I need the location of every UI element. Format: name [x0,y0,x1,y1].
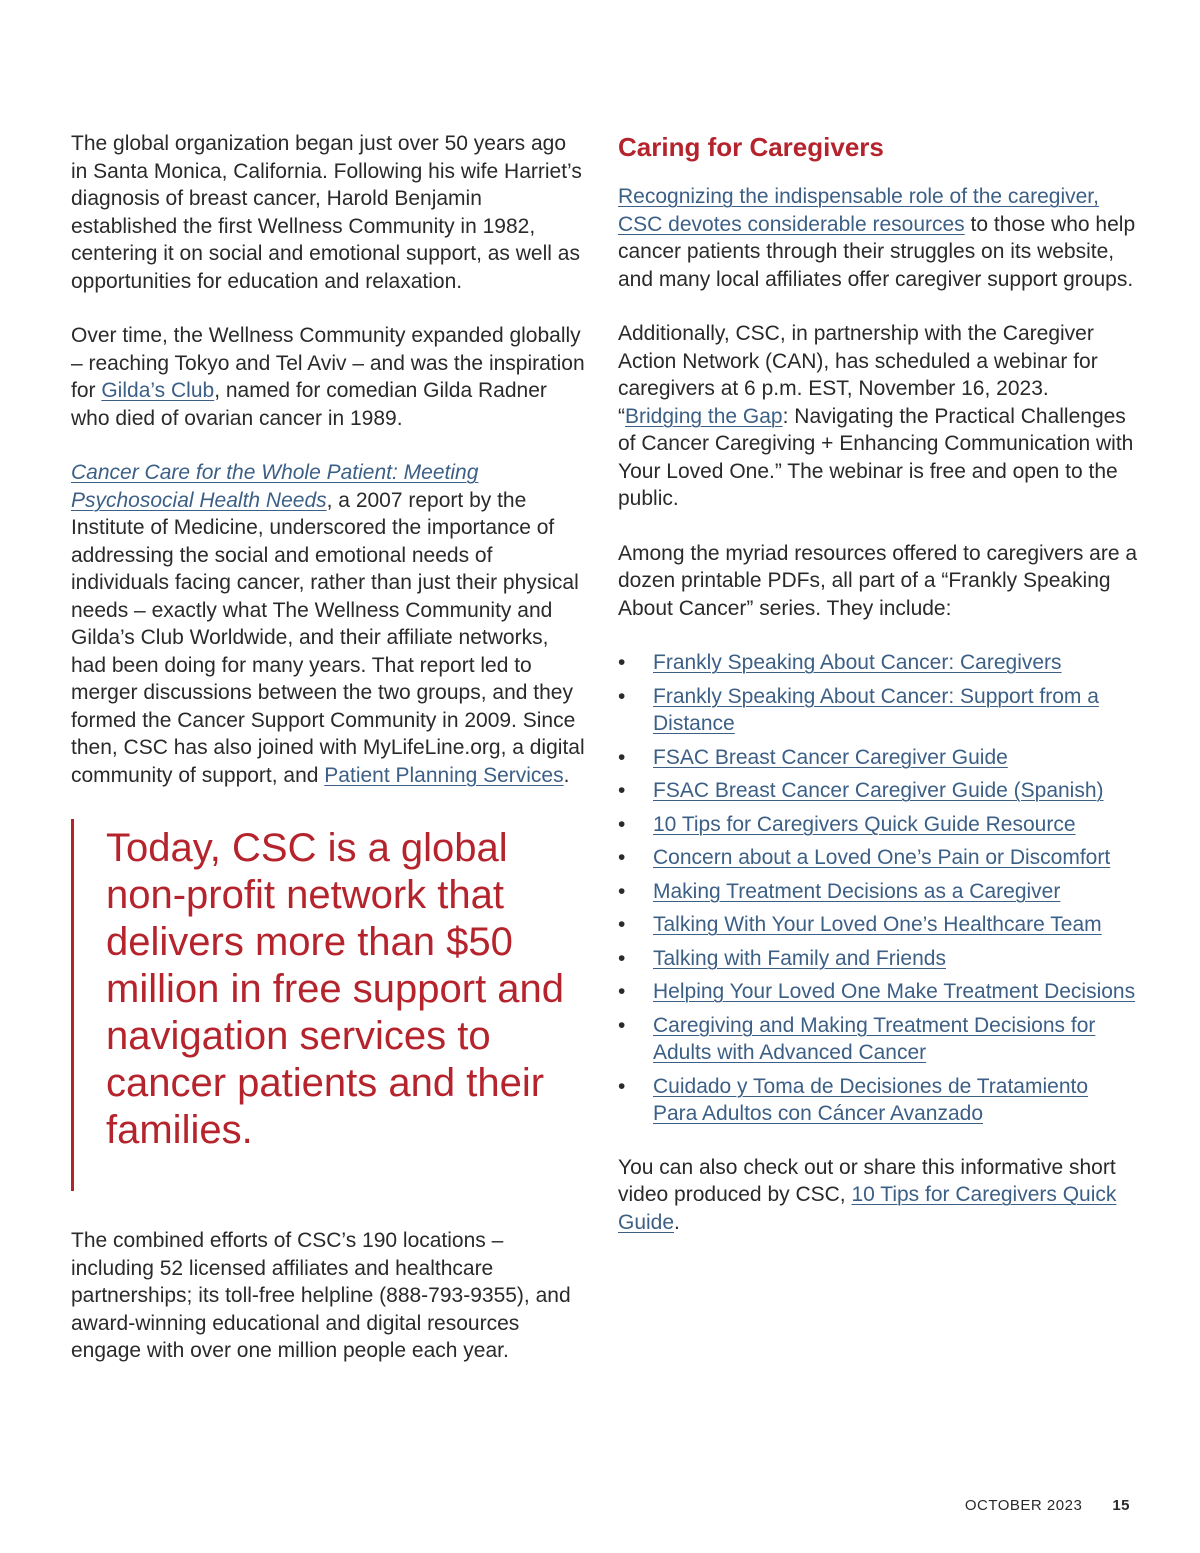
bullet-icon: • [618,779,626,802]
gildas-club-link[interactable]: Gilda’s Club [101,379,215,402]
resource-link[interactable]: Talking with Family and Friends [653,946,946,970]
list-item [618,811,1138,839]
page-number: 15 [1112,1497,1130,1514]
resource-link[interactable]: Caregiving and Making Treatment Decisions for Adults with Advanced Cancer [653,1013,1096,1064]
right-column [618,130,1138,1236]
resource-link[interactable]: Concern about a Loved One’s Pain or Discomfort [653,846,1111,869]
left-column [71,130,586,1365]
pull-quote [71,819,586,1191]
wellness-community-paragraph [71,322,586,432]
video-paragraph [618,1154,1138,1237]
bullet-icon: • [618,946,626,970]
resource-link[interactable]: FSAC Breast Cancer Caregiver Guide [653,745,1008,769]
resource-link[interactable]: Talking With Your Loved One’s Healthcare Team [653,913,1102,936]
paragraph-text: Over time, the Wellness Community expanded globally – reaching Tokyo and Tel Aviv – and was the inspiration for [71,324,585,402]
resource-link[interactable]: FSAC Breast Cancer Caregiver Guide (Spanish) [653,779,1104,802]
list-item [618,1012,1138,1067]
list-item [618,649,1138,677]
paragraph-text: Additionally, CSC, in partnership with the Caregiver Action Network (CAN), has scheduled a webinar for caregivers at 6 p.m. EST, November 16, 2023. “ [618,322,1098,428]
list-item [618,683,1138,738]
resource-link[interactable]: Helping Your Loved One Make Treatment Decisions [653,980,1136,1003]
paragraph-text: : Navigating the Practical Challenges of Cancer Caregiving + Enhancing Communication with Your Loved One.” The webinar is free and open to the public. [618,404,1134,510]
patient-planning-services-link[interactable]: Patient Planning Services [324,763,564,787]
webinar-paragraph [618,320,1138,513]
bridging-the-gap-link[interactable]: Bridging the Gap [625,404,783,428]
pull-quote-text: Today, CSC is a global non-profit network that delivers more than $50 million in free support and navigation services to cancer patients and their families. [106,826,565,1152]
section-heading: Caring for Caregivers [618,132,884,162]
resource-link[interactable]: 10 Tips for Caregivers Quick Guide Resource [653,812,1076,836]
list-item [618,777,1138,805]
paragraph-text: to those who help cancer patients through their struggles on its website, and many local affiliates offer caregiver support groups. [618,212,1136,291]
bullet-icon: • [618,812,626,836]
quick-guide-video-link[interactable]: 10 Tips for Caregivers Quick Guide [618,1183,1117,1234]
resource-link[interactable]: Frankly Speaking About Cancer: Support from a Distance [653,684,1099,735]
list-item [618,1073,1138,1128]
bullet-icon: • [618,651,626,674]
paragraph-text: You can also check out or share this informative short video produced by CSC, [618,1155,1116,1206]
list-item [618,844,1138,872]
list-item [618,878,1138,906]
bullet-icon: • [618,1074,626,1098]
history-paragraph: The global organization began just over 50 years ago in Santa Monica, California. Following his wife Harriet’s diagnosis of breast cancer, Harold Benjamin established the first Wellness Community in 1982, centering it on social and emotional support, as well as opportunities for education and relaxation. [71,132,582,293]
combined-efforts-paragraph: The combined efforts of CSC’s 190 locations – including 52 licensed affiliates and healthcare partnerships; its toll-free helpline (888-793-9355), and award-winning educational and digital resources engage with over one million people each year. [71,1229,571,1362]
issue-date: OCTOBER 2023 [964,1497,1083,1514]
bullet-icon: • [618,913,626,936]
caregiver-resources-paragraph [618,183,1138,293]
paragraph-text: . [563,763,570,787]
paragraph-text: , named for comedian Gilda Radner who died of ovarian cancer in 1989. [71,379,547,430]
resource-link[interactable]: Making Treatment Decisions as a Caregiver [653,879,1061,903]
list-item [618,744,1138,772]
paragraph-text: , a 2007 report by the Institute of Medicine, underscored the importance of addressing the social and emotional needs of individuals facing cancer, rather than just their physical needs – exactly what The Wellness Community and Gilda’s Club Worldwide, and their affiliate networks, had been doing for many years. That report led to merger discussions between the two groups, and they formed the Cancer Support Community in 2009. Since then, CSC has also joined with MyLifeLine.org, a digital community of support, and [71,488,585,787]
resource-link[interactable]: Cuidado y Toma de Decisiones de Tratamiento Para Adultos con Cáncer Avanzado [653,1074,1089,1125]
report-title-link[interactable]: Cancer Care for the Whole Patient: Meeting Psychosocial Health Needs [71,461,479,512]
list-item [618,911,1138,939]
bullet-icon: • [618,980,626,1003]
bullet-icon: • [618,1013,626,1037]
resource-link[interactable]: Frankly Speaking About Cancer: Caregivers [653,651,1062,674]
report-paragraph [71,459,586,789]
resource-list [618,649,1138,1128]
bullet-icon: • [618,879,626,903]
list-item [618,945,1138,973]
pdf-resources-intro: Among the myriad resources offered to caregivers are a dozen printable PDFs, all part of a “Frankly Speaking About Cancer” series. They include: [618,541,1138,620]
page-footer [965,1497,1130,1514]
paragraph-text: . [674,1210,680,1234]
caregiver-resources-link[interactable]: Recognizing the indispensable role of the caregiver, CSC devotes considerable resources [618,185,1099,236]
bullet-icon: • [618,846,626,869]
bullet-icon: • [618,684,626,708]
bullet-icon: • [618,745,626,769]
list-item [618,978,1138,1006]
